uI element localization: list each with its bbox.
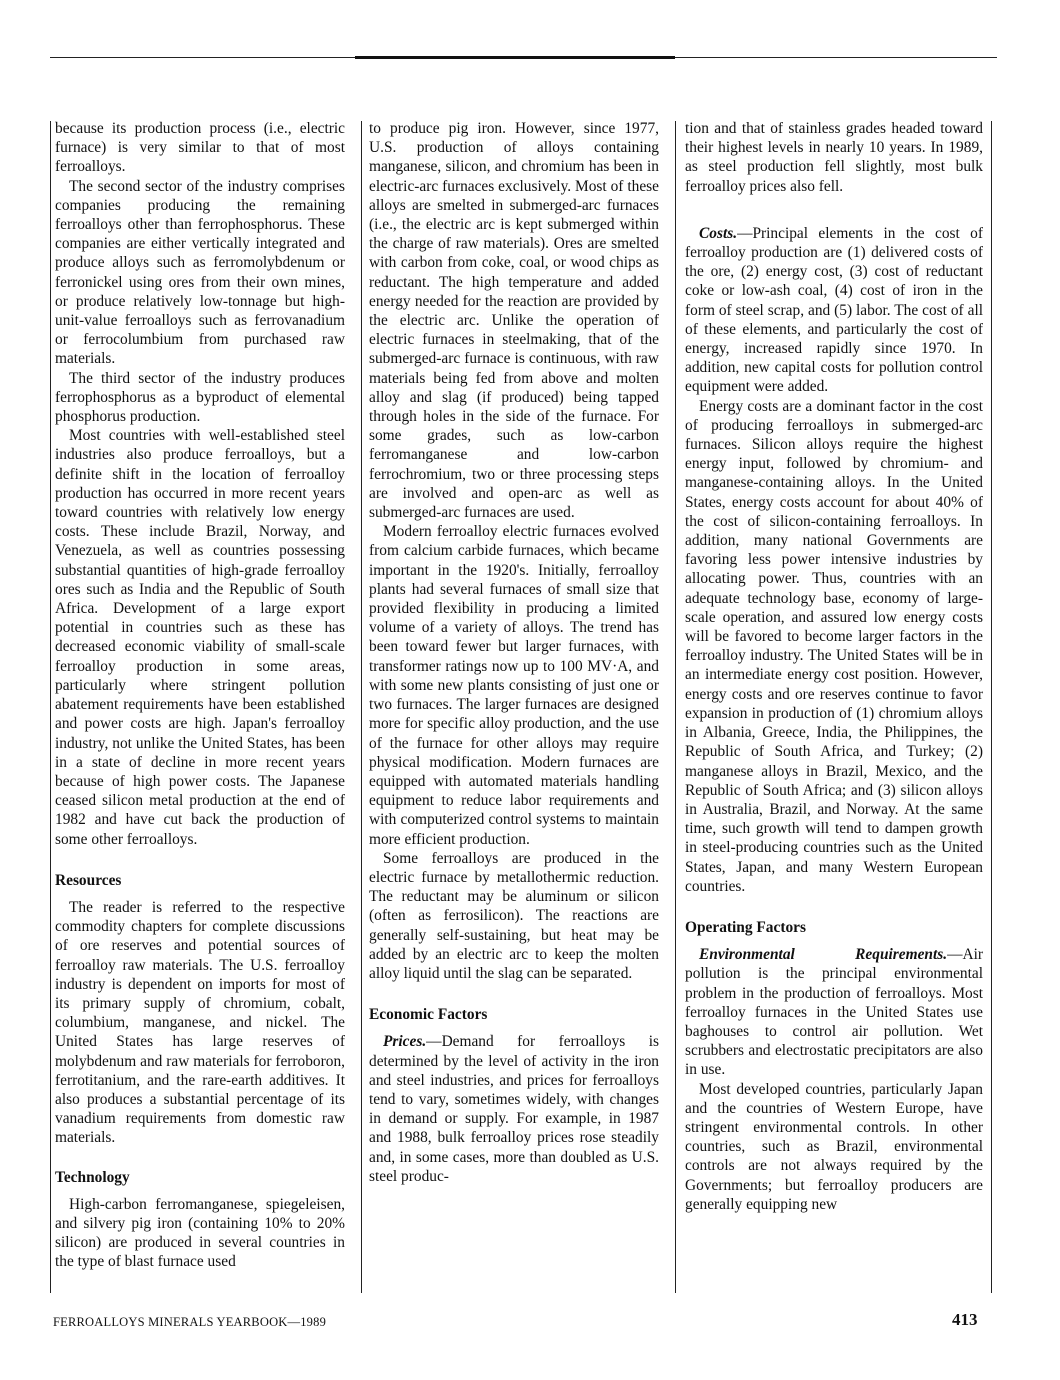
column-2 [369, 119, 659, 1186]
paragraph: to produce pig iron. However, since 1977, U.S. production of alloys containing manganese, silicon, and chromium has been in electric-arc furnaces exclusively. Most of these alloys are smelted in submerged-arc furnaces (i.e., the electric arc is kept submerged within the charge of raw materials). Ores are smelted with carbon from coke, coal, or wood chips as reductant. The high temperature and added energy needed for the reaction are provided by the electric arc. Unlike the operation of electric furnaces in steelmaking, that of the submerged-arc furnace is continuous, with raw materials being fed from above and molten alloy and slag (if produced) being tapped through holes in the side of the furnace. For some grades, such as low-carbon ferromanganese and low-carbon ferrochromium, two or three processing steps are involved and open-arc as well as submerged-arc furnaces are used. [369, 120, 659, 522]
paragraph-text: —Principal elements in the cost of ferroalloy production are (1) delivered costs of the ore, (2) energy cost, (3) cost of reductant coke or low-ash coal, (4) cost of iron in the form of steel scrap, and (5) labor. The cost of all of these elements, and particularly the cost of energy, increased rapidly since 1970. In addition, new capital costs for pollution control equipment were added. [685, 224, 983, 396]
paragraph [685, 945, 983, 1079]
runin-heading-costs: Costs. [699, 224, 738, 242]
paragraph: because its production process (i.e., electric furnace) is very similar to that of most ferroalloys. [55, 120, 345, 176]
paragraph: Most developed countries, particularly Japan and the countries of Western Europe, have stringent environmental controls. In other countries, such as Brazil, environmental controls are not always required by the Governments; but ferroalloy producers are generally equipping new [685, 1080, 983, 1213]
column-1 [55, 119, 345, 1272]
section-heading-resources: Resources [55, 871, 122, 889]
column-rule-mid1 [361, 121, 362, 1293]
paragraph-text: —Demand for ferroalloys is determined by the level of activity in the iron and steel industries, and prices for ferroalloys tend to vary, sometimes widely, with changes in demand or supply. For example, in 1987 and 1988, bulk ferroalloy prices rose steadily and, in some cases, more than doubled as U.S. steel produc- [369, 1033, 659, 1185]
section-heading-operating-factors: Operating Factors [685, 918, 806, 936]
header-rule-accent [355, 56, 675, 59]
paragraph: Modern ferroalloy electric furnaces evolved from calcium carbide furnaces, which became important in the 1920's. Initially, ferroalloy plants had several furnaces of small size that provided flexibility in producing a limited volume of a variety of alloys. The trend has been toward fewer but larger furnaces, with transformer ratings now up to 100 MV·A, and with some new plants consisting of just one or two furnaces. The larger furnaces are designed more for specific alloy production, and the use of the furnace for other alloys may require physical modification. Modern furnaces are equipped with automated materials handling equipment to reduce labor requirements and with computerized control systems to maintain more efficient production. [369, 523, 659, 848]
paragraph: Energy costs are a dominant factor in the cost of producing ferroalloys in submerged-arc furnaces. Silicon alloys require the highest energy input, followed by chromium- and manganese-containing alloys. In the United States, energy costs account for about 40% of the cost of silicon-containing ferroalloys. In addition, many national Governments are favoring less power intensive industries by allocating power. Thus, countries with an adequate technology base, economy of large-scale operation, and assured low energy costs will be favored to become larger factors in the ferroalloy industry. The United States will be in an intermediate energy cost position. However, energy costs and ore reserves continue to favor expansion in production of (1) chromium alloys in Albania, Greece, India, the Philippines, the Republic of South Africa, and Turkey; (2) manganese alloys in Brazil, Mexico, and the Republic of South Africa; and (3) silicon alloys in Australia, Brazil, and Norway. At the same time, such growth will tend to dampen growth in steel-producing countries such as the United States, Japan, and many Western European countries. [685, 397, 983, 895]
section-heading-economic-factors: Economic Factors [369, 1006, 488, 1024]
runin-heading-environmental: Environmental Requirements. [699, 946, 948, 964]
paragraph: tion and that of stainless grades headed toward their highest levels in nearly 10 years. In 1989, as steel production fell slightly, most bulk ferroalloy prices also fell. [685, 120, 983, 195]
paragraph [369, 1032, 659, 1186]
paragraph: The second sector of the industry comprises companies producing the remaining ferroalloys other than ferrophosphorus. These companies are either vertically integrated and produce alloys such as ferromolybdenum or ferronickel using ores from their own mines, or produce relatively low-tonnage but high-unit-value ferroalloys such as ferrovanadium or ferrocolumbium from purchased raw materials. [55, 177, 345, 368]
paragraph: Most countries with well-established steel industries also produce ferroalloys, but a definite shift in the location of ferroalloy production has occurred in more recent years toward countries with relatively low energy costs. These include Brazil, Norway, and Venezuela, as well as countries possessing substantial quantities of high-grade ferroalloy ores such as India and the Republic of South Africa. Development of a large export potential in countries such as these has decreased economic viability of small-scale ferroalloy production in some areas, particularly where stringent pollution abatement requirements have been established and power costs are high. Japan's ferroalloy industry, not unlike the United States, has been in a state of decline in more recent years because of high power costs. The Japanese ceased silicon metal production at the end of 1982 and have cut back the production of some other ferroalloys. [55, 427, 345, 848]
page-number: 413 [952, 1310, 978, 1329]
paragraph [685, 224, 983, 397]
paragraph: Some ferroalloys are produced in the electric furnace by metallothermic reduction. The reductant may be aluminum or silicon (often as ferrosilicon). The reactions are generally self-sustaining, but heat may be added by an electric arc to keep the molten alloy liquid until the slag can be separated. [369, 849, 659, 982]
runin-heading-prices: Prices. [383, 1033, 427, 1051]
running-footer: FERROALLOYS MINERALS YEARBOOK—1989 [53, 1315, 327, 1329]
column-rule-left [50, 121, 51, 1293]
paragraph: High-carbon ferromanganese, spiegeleisen, and silvery pig iron (containing 10% to 20% silicon) are produced in several countries in the type of blast furnace used [55, 1195, 345, 1271]
paragraph-text: —Air pollution is the principal environmental problem in the production of ferroalloys. Most ferroalloy furnaces in the United States use baghouses to control air pollution. Wet scrubbers and electrostatic precipitators are also in use. [685, 946, 983, 1079]
paragraph: The reader is referred to the respective commodity chapters for complete discussions of ore reserves and potential sources of ferroalloy raw materials. The U.S. ferroalloy industry is dependent on imports for most of its primary supply of chromium, cobalt, columbium, manganese, and nickel. The United States has large reserves of molybdenum and raw materials for ferroboron, ferrotitanium, and the rare-earth additives. It also produces a substantial percentage of its vanadium requirements from domestic raw materials. [55, 898, 345, 1147]
column-3 [685, 119, 983, 1214]
paragraph: The third sector of the industry produces ferrophosphorus as a byproduct of elemental phosphorus production. [55, 369, 345, 426]
section-heading-technology: Technology [55, 1168, 130, 1186]
column-rule-mid2 [675, 121, 676, 1293]
column-rule-right [991, 121, 992, 1293]
